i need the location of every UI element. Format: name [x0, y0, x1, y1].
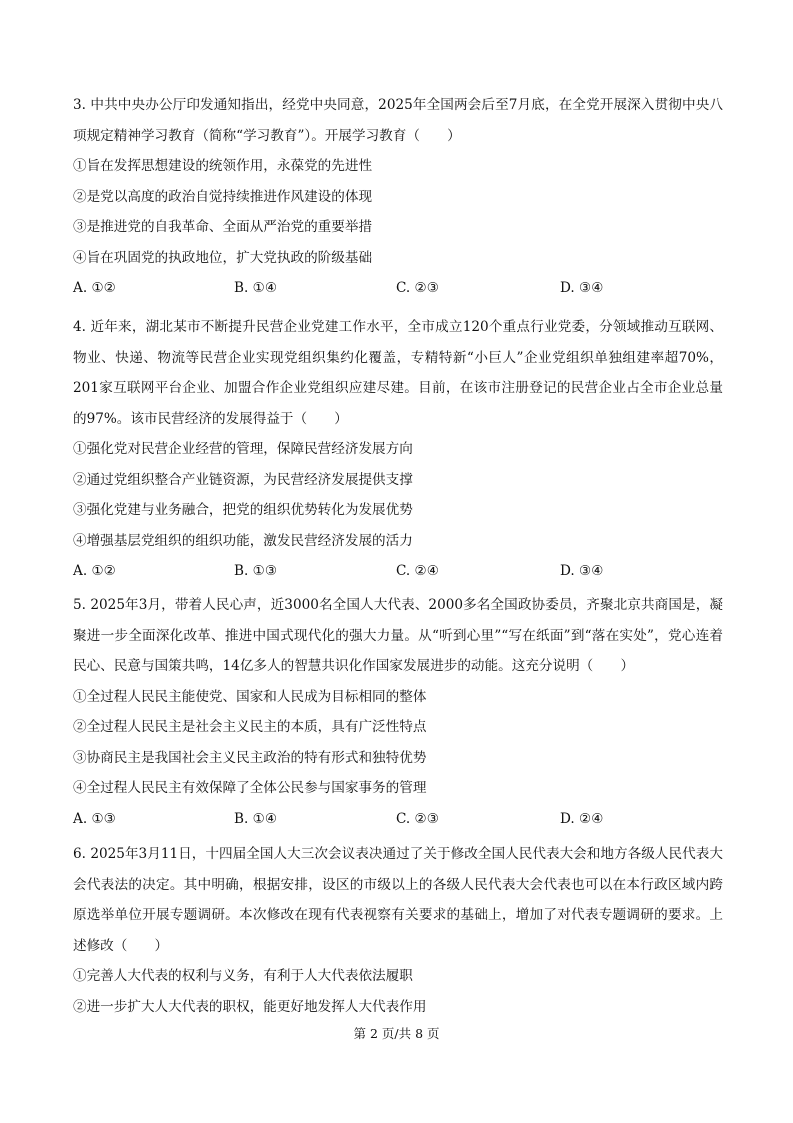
- option-d: D. ③④: [560, 563, 604, 579]
- statement-4: ④增强基层党组织的组织功能，激发民营经济发展的活力: [73, 532, 413, 549]
- option-d: D. ②④: [560, 810, 604, 827]
- answer-options: [73, 804, 723, 835]
- statement-1: ①强化党对民营企业经营的管理，保障民营经济发展方向: [73, 441, 413, 457]
- option-c: C. ②③: [396, 280, 439, 296]
- statement-3: ③是推进党的自我革命、全面从严治党的重要举措: [73, 219, 373, 235]
- statement-2: ②全过程人民民主是社会主义民主的本质，具有广泛性特点: [73, 719, 427, 735]
- answer-options: [73, 556, 723, 587]
- question-stem: 5. 2025年3月，带着人民心声，近3000名全国人大代表、2000多名全国政协委员，齐聚北京共商国是，凝聚进一步全面深化改革、推进中国式现代化的强大力量。从“听到心里”“写在纸面”到“落在实处”，党心连着民心、民意与国策共鸣，14亿多人的智慧共识化作国家发展进步的动能。这充分说明（ ）: [73, 597, 723, 674]
- statement-4: ④全过程人民民主有效保障了全体公民参与国家事务的管理: [73, 780, 427, 796]
- answer-options: [73, 273, 723, 304]
- option-a: A. ①②: [73, 563, 116, 579]
- option-d: D. ③④: [560, 280, 604, 296]
- statement-2: ②通过党组织整合产业链资源，为民营经济发展提供支撑: [73, 471, 413, 488]
- option-b: B. ①③: [234, 563, 278, 579]
- statement-1: ①完善人大代表的权利与义务，有利于人大代表依法履职: [73, 968, 413, 984]
- option-a: A. ①③: [73, 810, 116, 827]
- page-footer: 第 2 页/共 8 页: [353, 1026, 440, 1041]
- question-stem: 6. 2025年3月11日，十四届全国人大三次会议表决通过了关于修改全国人民代表大会和地方各级人民代表大会代表法的决定。其中明确，根据安排，设区的市级以上的各级人民代表大会代表也可以在本行政区域内跨原选举单位开展专题调研。本次修改在现有代表视察有关要求的基础上，增加了对代表专题调研的要求。上述修改（ ）: [73, 846, 723, 954]
- statement-3: ③协商民主是我国社会主义民主政治的特有形式和独特优势: [73, 749, 427, 766]
- question-stem: 4. 近年来，湖北某市不断提升民营企业党建工作水平，全市成立120个重点行业党委，分领域推动互联网、物业、快递、物流等民营企业实现党组织集约化覆盖，专精特新“小巨人”企业党组织单独组建率超70%，201家互联网平台企业、加盟合作企业党组织应建尽建。目前，在该市注册登记的民营企业占全市企业总量的97%。该市民营经济的发展得益于（ ）: [73, 319, 723, 427]
- statement-3: ③强化党建与业务融合，把党的组织优势转化为发展优势: [73, 502, 413, 518]
- statement-4: ④旨在巩固党的执政地位，扩大党执政的阶级基础: [73, 249, 373, 266]
- question-5: [73, 590, 723, 834]
- statement-2: ②是党以高度的政治自觉持续推进作风建设的体现: [73, 188, 373, 205]
- option-c: C. ②④: [396, 563, 439, 579]
- question-4: [73, 312, 723, 587]
- option-a: A. ①②: [73, 280, 116, 296]
- statement-2: ②进一步扩大人大代表的职权，能更好地发挥人大代表作用: [73, 998, 427, 1015]
- option-b: B. ①④: [234, 810, 278, 827]
- statement-1: ①全过程人民民主能使党、国家和人民成为目标相同的整体: [73, 688, 427, 705]
- question-6: [73, 839, 723, 1022]
- statement-1: ①旨在发挥思想建设的统领作用，永葆党的先进性: [73, 158, 373, 174]
- option-b: B. ①④: [234, 280, 278, 296]
- option-c: C. ②③: [396, 810, 439, 827]
- question-stem: 3. 中共中央办公厅印发通知指出，经党中央同意，2025年全国两会后至7月底，在全党开展深入贯彻中央八项规定精神学习教育（简称“学习教育”）。开展学习教育（ ）: [73, 97, 723, 144]
- question-3: [73, 90, 723, 304]
